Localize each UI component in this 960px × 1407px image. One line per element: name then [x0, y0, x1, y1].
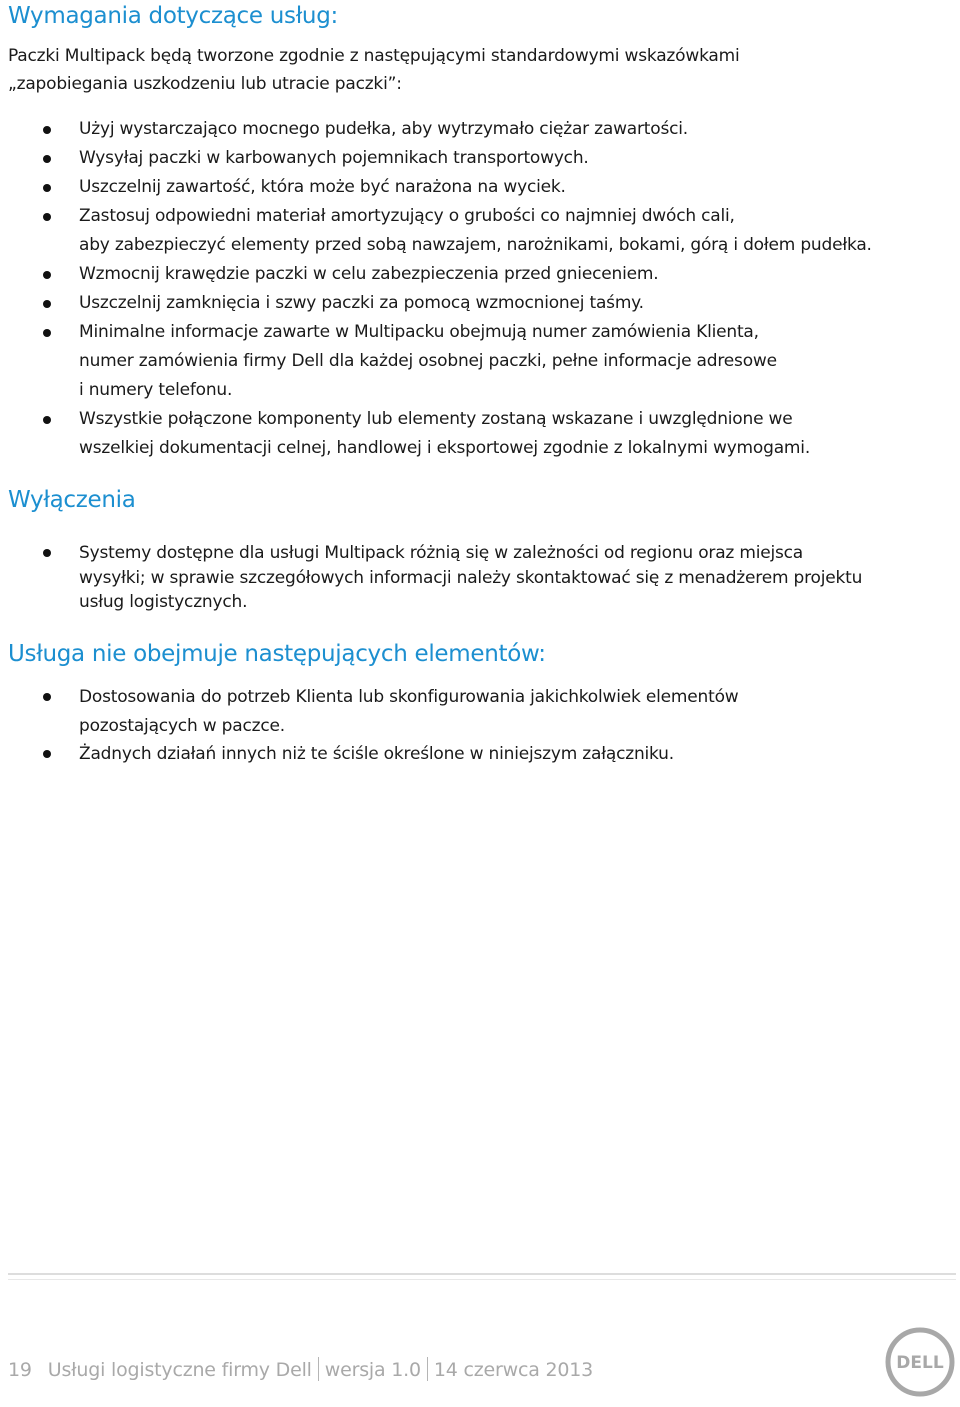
list-item-text: numer zamówienia firmy Dell dla każdej osobnej paczki, pełne informacje adresowe — [79, 351, 777, 371]
list-item — [0, 144, 960, 173]
logo-text: DELL — [896, 1353, 944, 1373]
list-item-text: Wzmocnij krawędzie paczki w celu zabezpieczenia przed gnieceniem. — [79, 264, 659, 284]
dell-logo — [885, 1327, 955, 1397]
list-item-text: Systemy dostępne dla usługi Multipack różnią się w zależności od regionu oraz miejsca — [79, 543, 804, 563]
bullet-icon — [43, 271, 51, 279]
page-number: 19 — [8, 1359, 32, 1381]
intro-paragraph — [8, 42, 948, 98]
footer-version: wersja 1.0 — [324, 1359, 421, 1381]
footer-divider — [8, 1279, 956, 1280]
list-item-text: wszelkiej dokumentacji celnej, handlowej i eksportowej zgodnie z lokalnymi wymogami. — [79, 438, 811, 458]
list-item — [0, 740, 960, 769]
not-covered-heading: Usługa nie obejmuje następujących elementów: — [8, 641, 546, 667]
list-item-text: Uszczelnij zawartość, która może być narażona na wyciek. — [79, 177, 566, 197]
list-item — [0, 260, 960, 289]
exclusions-heading: Wyłączenia — [8, 487, 136, 513]
list-item-text: Żadnych działań innych niż te ściśle określone w niniejszym załączniku. — [79, 744, 674, 764]
bullet-icon — [43, 549, 51, 557]
page-footer — [8, 1357, 593, 1381]
intro-line: „zapobiegania uszkodzeniu lub utracie paczki”: — [8, 74, 402, 94]
list-item — [0, 289, 960, 318]
footer-date: 14 czerwca 2013 — [433, 1359, 594, 1381]
intro-line: Paczki Multipack będą tworzone zgodnie z następującymi standardowymi wskazówkami — [8, 46, 740, 66]
list-item — [0, 683, 960, 740]
bullet-icon — [43, 126, 51, 134]
list-item-text: Wszystkie połączone komponenty lub elementy zostaną wskazane i uwzględnione we — [79, 409, 793, 429]
list-item — [0, 318, 960, 405]
list-item-text: Minimalne informacje zawarte w Multipacku obejmują numer zamówienia Klienta, — [79, 322, 759, 342]
bullet-icon — [43, 213, 51, 221]
list-item — [0, 541, 960, 615]
footer-doc-title: Usługi logistyczne firmy Dell — [47, 1359, 312, 1381]
list-item-text: Użyj wystarczająco mocnego pudełka, aby wytrzymało ciężar zawartości. — [79, 119, 689, 139]
list-item-text: aby zabezpieczyć elementy przed sobą nawzajem, narożnikami, bokami, górą i dołem pudełka. — [79, 235, 872, 255]
bullet-icon — [43, 416, 51, 424]
bullet-icon — [43, 750, 51, 758]
bullet-icon — [43, 184, 51, 192]
list-item-text: Uszczelnij zamknięcia i szwy paczki za pomocą wzmocnionej taśmy. — [79, 293, 644, 313]
list-item — [0, 202, 960, 260]
list-item-text: Zastosuj odpowiedni materiał amortyzujący o grubości co najmniej dwóch cali, — [79, 206, 735, 226]
list-item-text: pozostających w paczce. — [79, 715, 285, 736]
exclusions-list — [0, 541, 960, 615]
list-item — [0, 115, 960, 144]
not-covered-list — [0, 683, 960, 769]
requirements-heading: Wymagania dotyczące usług: — [8, 3, 338, 29]
footer-separator — [427, 1357, 428, 1381]
list-item — [0, 173, 960, 202]
footer-separator — [318, 1357, 319, 1381]
list-item-text: Wysyłaj paczki w karbowanych pojemnikach transportowych. — [79, 148, 589, 168]
requirements-list — [0, 115, 960, 463]
list-item-text: Dostosowania do potrzeb Klienta lub skonfigurowania jakichkolwiek elementów — [79, 687, 739, 707]
bullet-icon — [43, 155, 51, 163]
bullet-icon — [43, 329, 51, 337]
bullet-icon — [43, 693, 51, 701]
list-item — [0, 405, 960, 463]
list-item-text: i numery telefonu. — [79, 380, 233, 400]
bullet-icon — [43, 300, 51, 308]
list-item-text: usług logistycznych. — [79, 592, 248, 612]
footer-divider — [8, 1273, 956, 1275]
list-item-text: wysyłki; w sprawie szczegółowych informacji należy skontaktować się z menadżerem projektu — [79, 567, 863, 588]
